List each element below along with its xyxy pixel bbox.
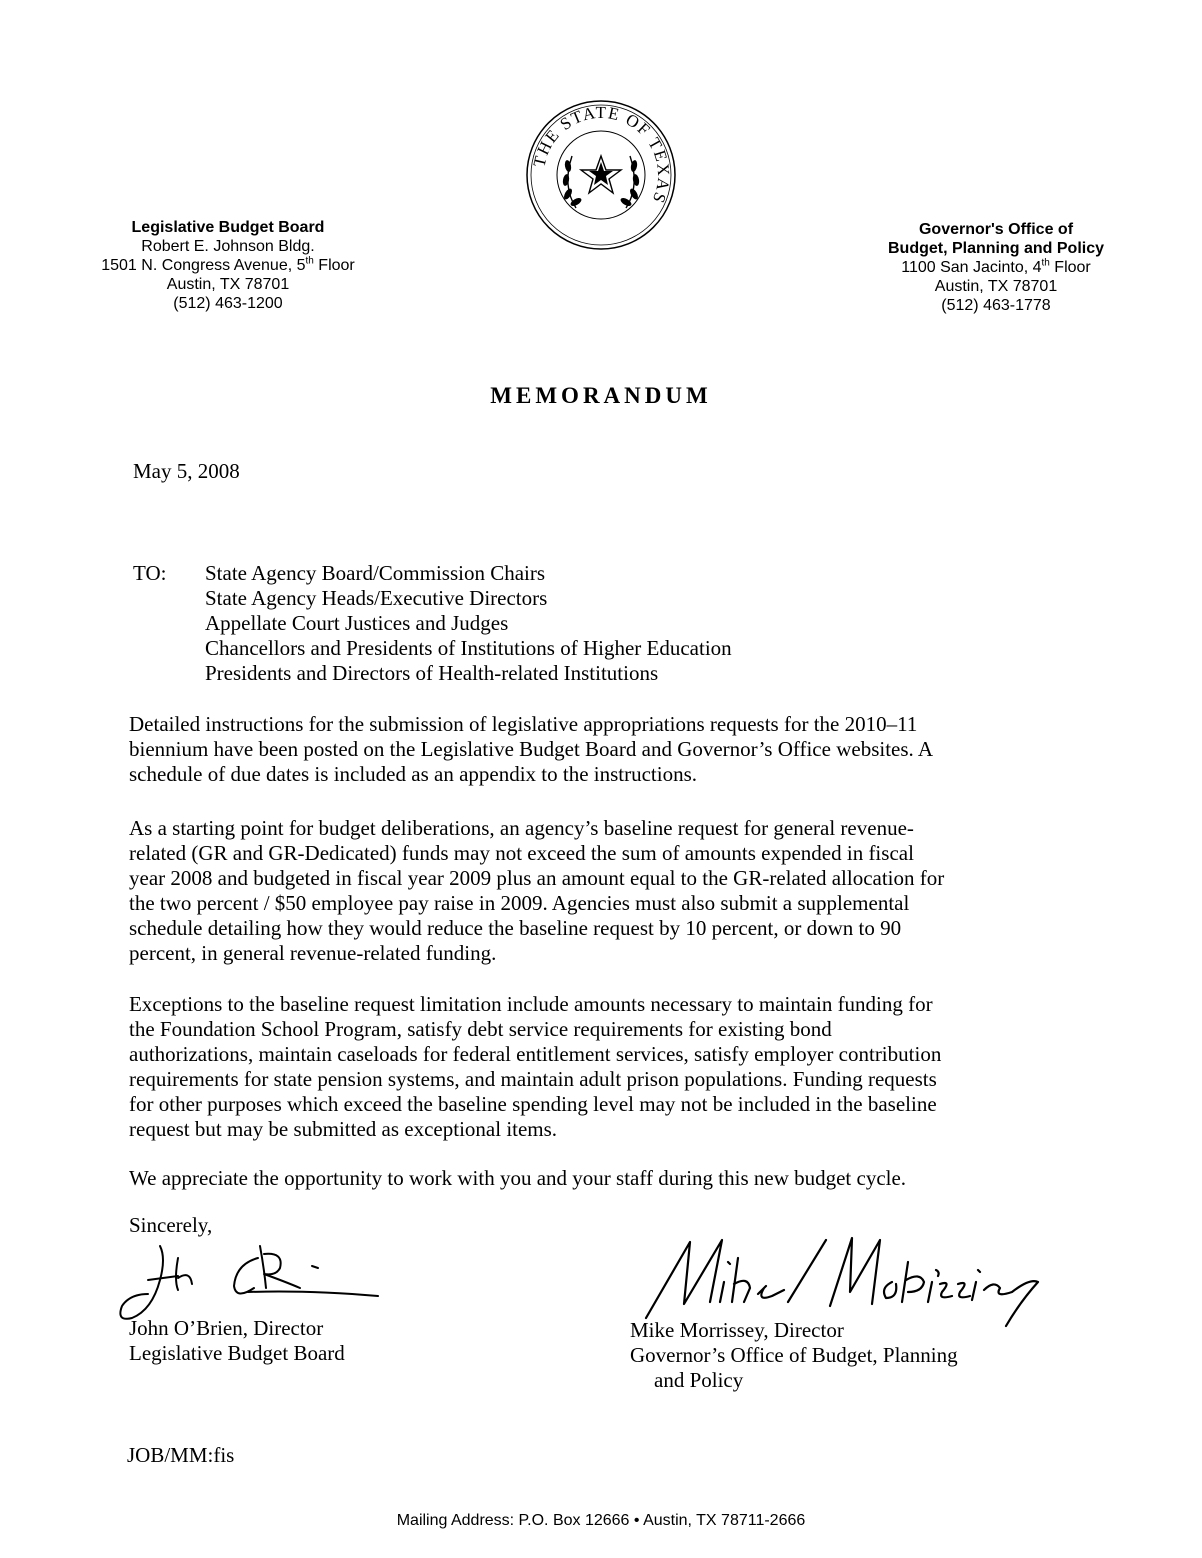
recipient-item: State Agency Heads/Executive Directors xyxy=(205,586,548,610)
john-obrien-signature-icon xyxy=(108,1218,398,1328)
paragraph-appreciation xyxy=(129,1166,1129,1191)
lbb-street xyxy=(70,256,386,275)
signatory-org: Legislative Budget Board xyxy=(129,1341,345,1365)
signatory-org-line1: Governor’s Office of Budget, Planning xyxy=(630,1343,958,1367)
paragraph-line: As a starting point for budget deliberations, an agency’s baseline request for general revenue- xyxy=(129,816,914,840)
paragraph-line: Exceptions to the baseline request limitation include amounts necessary to maintain funding for xyxy=(129,992,933,1016)
gov-street-floor: Floor xyxy=(1049,259,1091,276)
paragraph-line: for other purposes which exceed the baseline spending level may not be included in the baseline xyxy=(129,1092,937,1116)
paragraph-instructions xyxy=(129,712,1129,787)
mike-morrissey-signature-icon xyxy=(640,1222,1070,1332)
paragraph-line: the Foundation School Program, satisfy debt service requirements for existing bond xyxy=(129,1017,832,1041)
paragraph-line: biennium have been posted on the Legislative Budget Board and Governor’s Office websites. A xyxy=(129,737,934,761)
gov-office-name-line2: Budget, Planning and Policy xyxy=(887,240,1104,257)
memo-title: MEMORANDUM xyxy=(490,383,712,408)
lbb-street-floor: Floor xyxy=(313,257,355,274)
seal-text: THE STATE OF TEXAS xyxy=(529,102,674,207)
recipient-item: State Agency Board/Commission Chairs xyxy=(205,561,546,585)
paragraph-line: related (GR and GR-Dedicated) funds may not exceed the sum of amounts expended in fiscal xyxy=(129,841,914,865)
paragraph-line: percent, in general revenue-related funding. xyxy=(129,941,497,965)
lbb-letterhead xyxy=(70,218,386,313)
paragraph-line: authorizations, maintain caseloads for federal entitlement services, satisfy employer contribution xyxy=(129,1042,942,1066)
recipient-item: Presidents and Directors of Health-related Institutions xyxy=(205,661,659,685)
gov-city: Austin, TX 78701 xyxy=(934,278,1058,295)
gov-office-name-line1: Governor's Office of xyxy=(918,221,1074,238)
paragraph-line: requirements for state pension systems, and maintain adult prison populations. Funding requests xyxy=(129,1067,937,1091)
paragraph-line: schedule detailing how they would reduce the baseline request by 10 percent, or down to 90 xyxy=(129,916,902,940)
signatory-org-line2: and Policy xyxy=(654,1368,744,1392)
footer-bullet: • xyxy=(633,1512,640,1529)
lbb-phone: (512) 463-1200 xyxy=(173,295,283,312)
gov-office-letterhead xyxy=(862,220,1130,315)
lbb-building: Robert E. Johnson Bldg. xyxy=(141,238,315,255)
paragraph-baseline xyxy=(129,816,1129,966)
reference-initials: JOB/MM:fis xyxy=(127,1443,235,1467)
closing: Sincerely, xyxy=(129,1213,213,1237)
recipient-list xyxy=(205,561,732,686)
gov-street xyxy=(862,258,1130,277)
lbb-city: Austin, TX 78701 xyxy=(166,276,290,293)
paragraph-line: Detailed instructions for the submission of legislative appropriations requests for the 2010–11 xyxy=(129,712,918,736)
signatory-name-title: Mike Morrissey, Director xyxy=(630,1318,844,1342)
paragraph-exceptions xyxy=(129,992,1129,1142)
svg-text:THE STATE OF TEXAS xyxy=(530,103,674,207)
signatory-morrissey xyxy=(630,1318,958,1393)
memo-date: May 5, 2008 xyxy=(133,459,240,483)
lbb-street-text: 1501 N. Congress Avenue, 5 xyxy=(101,257,306,274)
footer-address-suffix: Austin, TX 78711-2666 xyxy=(639,1512,806,1529)
lbb-name: Legislative Budget Board xyxy=(131,219,325,236)
paragraph-line: We appreciate the opportunity to work with you and your staff during this new budget cycle. xyxy=(129,1166,907,1190)
state-of-texas-seal-icon xyxy=(524,98,678,252)
signatory-obrien xyxy=(129,1316,345,1366)
gov-street-text: 1100 San Jacinto, 4 xyxy=(901,259,1042,276)
paragraph-line: the two percent / $50 employee pay raise in 2009. Agencies must also submit a supplemental xyxy=(129,891,910,915)
paragraph-line: request but may be submitted as exceptional items. xyxy=(129,1117,558,1141)
gov-street-sup: th xyxy=(1041,257,1050,269)
paragraph-line: schedule of due dates is included as an appendix to the instructions. xyxy=(129,762,698,786)
to-label: TO: xyxy=(133,561,167,585)
lbb-street-sup: th xyxy=(305,255,314,267)
paragraph-line: year 2008 and budgeted in fiscal year 2009 plus an amount equal to the GR-related allocation for xyxy=(129,866,945,890)
signatory-name-title: John O’Brien, Director xyxy=(129,1316,324,1340)
footer-address-prefix: Mailing Address: P.O. Box 12666 xyxy=(396,1512,634,1529)
recipient-item: Chancellors and Presidents of Institutions of Higher Education xyxy=(205,636,732,660)
gov-phone: (512) 463-1778 xyxy=(941,297,1051,314)
mailing-address-footer xyxy=(0,1512,1202,1530)
recipient-item: Appellate Court Justices and Judges xyxy=(205,611,509,635)
